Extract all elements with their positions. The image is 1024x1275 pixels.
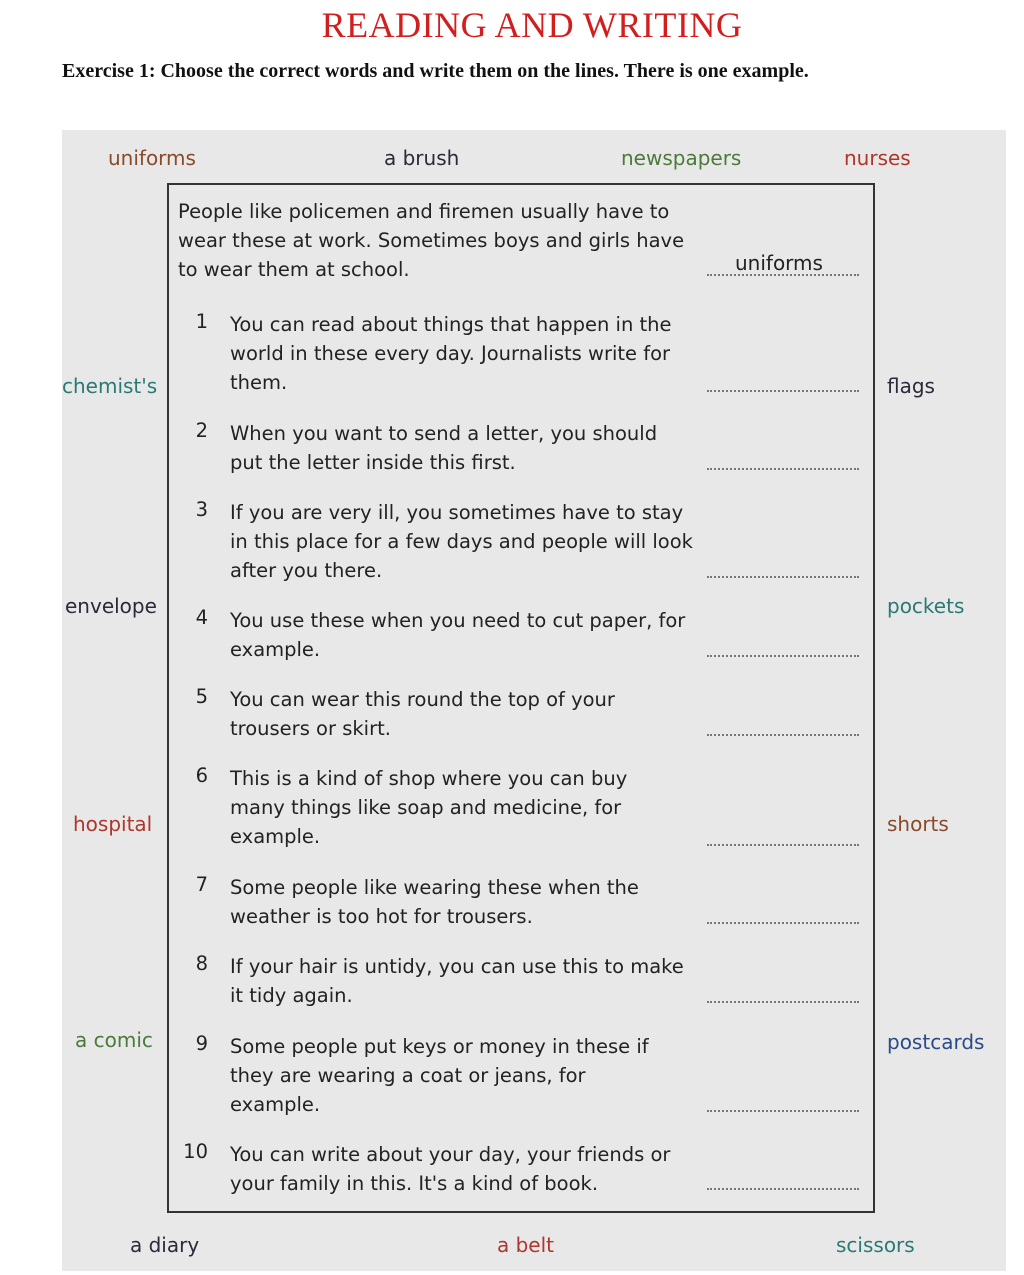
answer-line-9[interactable] <box>707 1110 859 1112</box>
answer-line-5[interactable] <box>707 734 859 736</box>
word-chemists: chemist's <box>62 374 158 398</box>
question-number: 3 <box>195 498 208 521</box>
question-text: When you want to send a letter, you should put the letter inside this first. <box>230 422 658 474</box>
word-a-belt: a belt <box>497 1233 555 1257</box>
question-number: 1 <box>195 310 208 333</box>
question-text: You can read about things that happen in the world in these every day. Journalists write for them. <box>230 313 672 394</box>
question-number: 5 <box>195 685 208 708</box>
question-text: You can write about your day, your friends or your family in this. It's a kind of book. <box>230 1143 671 1195</box>
word-shorts: shorts <box>887 812 949 836</box>
word-flags: flags <box>887 374 935 398</box>
question-number: 4 <box>195 606 208 629</box>
question-number: 8 <box>195 952 208 975</box>
answer-line-10[interactable] <box>707 1188 859 1190</box>
example-answer-line <box>707 274 859 276</box>
word-nurses: nurses <box>844 146 911 170</box>
question-text: You use these when you need to cut paper, for example. <box>230 609 686 661</box>
question-text: This is a kind of shop where you can buy many things like soap and medicine, for example. <box>230 767 628 848</box>
answer-line-2[interactable] <box>707 468 859 470</box>
question-text: Some people like wearing these when the weather is too hot for trousers. <box>230 876 639 928</box>
question-number: 6 <box>195 764 208 787</box>
question-text: Some people put keys or money in these if they are wearing a coat or jeans, for example. <box>230 1035 649 1116</box>
word-hospital: hospital <box>73 812 153 836</box>
word-pockets: pockets <box>887 594 965 618</box>
question-text: If your hair is untidy, you can use this to make it tidy again. <box>230 955 684 1007</box>
word-a-comic: a comic <box>75 1028 153 1052</box>
exercise-instruction: Exercise 1: Choose the correct words and write them on the lines. There is one example. <box>62 60 809 82</box>
page-title: READING AND WRITING <box>321 5 743 45</box>
question-text: You can wear this round the top of your trousers or skirt. <box>230 688 615 740</box>
word-a-diary: a diary <box>130 1233 200 1257</box>
example-answer: uniforms <box>735 251 823 275</box>
answer-line-3[interactable] <box>707 576 859 578</box>
word-envelope: envelope <box>65 594 157 618</box>
word-scissors: scissors <box>836 1233 915 1257</box>
answer-line-7[interactable] <box>707 922 859 924</box>
answer-line-8[interactable] <box>707 1001 859 1003</box>
question-number: 9 <box>195 1032 208 1055</box>
answer-line-6[interactable] <box>707 844 859 846</box>
word-a-brush: a brush <box>384 146 460 170</box>
question-number: 7 <box>195 873 208 896</box>
question-number: 2 <box>195 419 208 442</box>
answer-line-4[interactable] <box>707 655 859 657</box>
question-number: 10 <box>183 1140 208 1163</box>
word-newspapers: newspapers <box>621 146 742 170</box>
answer-line-1[interactable] <box>707 390 859 392</box>
question-text: If you are very ill, you sometimes have to stay in this place for a few days and people will look after you there. <box>230 501 693 582</box>
word-uniforms: uniforms <box>108 146 196 170</box>
word-postcards: postcards <box>887 1030 985 1054</box>
example-text: People like policemen and firemen usually have to wear these at work. Sometimes boys and girls have to wear them at school. <box>178 200 685 281</box>
